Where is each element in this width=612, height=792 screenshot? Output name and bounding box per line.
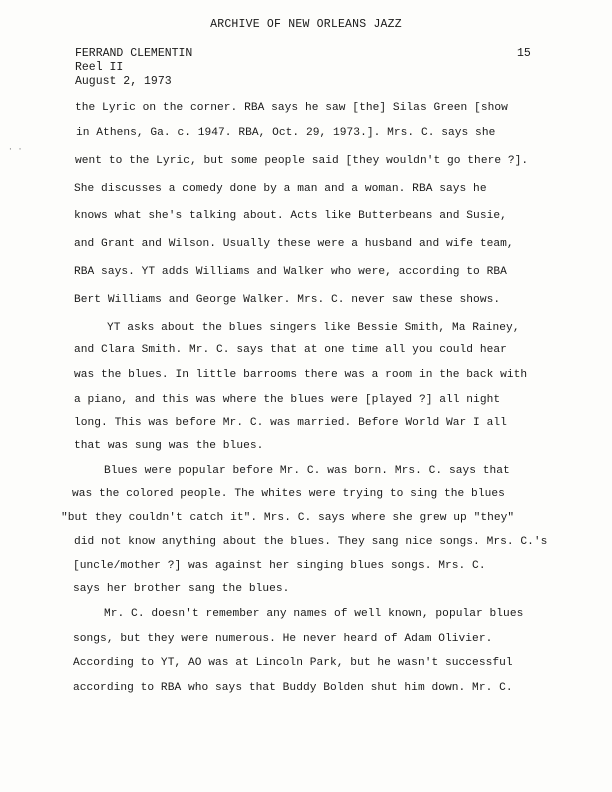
transcript-line: went to the Lyric, but some people said [they wouldn't go there ?]. [75, 155, 529, 167]
transcript-line: According to YT, AO was at Lincoln Park, but he wasn't successful [73, 657, 513, 669]
transcript-line: did not know anything about the blues. They sang nice songs. Mrs. C.'s [74, 536, 548, 548]
transcript-line: says her brother sang the blues. [73, 583, 290, 595]
scan-speck: · · [8, 145, 23, 154]
transcript-line: was the blues. In little barrooms there was a room in the back with [74, 369, 528, 381]
transcript-line: in Athens, Ga. c. 1947. RBA, Oct. 29, 1973.]. Mrs. C. says she [76, 127, 496, 139]
transcript-line: according to RBA who says that Buddy Bolden shut him down. Mr. C. [73, 682, 513, 694]
transcript-line: and Grant and Wilson. Usually these were a husband and wife team, [74, 238, 514, 250]
transcript-line: "but they couldn't catch it". Mrs. C. says where she grew up "they" [61, 512, 515, 524]
transcript-line: Mr. C. doesn't remember any names of well known, popular blues [104, 608, 524, 620]
transcript-line: [uncle/mother ?] was against her singing blues songs. Mrs. C. [73, 560, 486, 572]
transcript-line: knows what she's talking about. Acts like Butterbeans and Susie, [74, 210, 507, 222]
transcript-line: and Clara Smith. Mr. C. says that at one time all you could hear [74, 344, 507, 356]
interview-date: August 2, 1973 [75, 75, 172, 88]
transcript-line: a piano, and this was where the blues were [played ?] all night [74, 394, 501, 406]
transcript-line: that was sung was the blues. [74, 440, 264, 452]
reel-label: Reel II [75, 61, 124, 74]
transcript-line: RBA says. YT adds Williams and Walker who were, according to RBA [74, 266, 507, 278]
transcript-line: long. This was before Mr. C. was married. Before World War I all [74, 417, 507, 429]
transcript-line: the Lyric on the corner. RBA says he saw [the] Silas Green [show [75, 102, 508, 114]
transcript-line: songs, but they were numerous. He never heard of Adam Olivier. [73, 633, 493, 645]
transcript-line: YT asks about the blues singers like Bessie Smith, Ma Rainey, [107, 322, 520, 334]
page-number: 15 [517, 47, 531, 60]
archive-title: ARCHIVE OF NEW ORLEANS JAZZ [210, 18, 402, 31]
transcript-line: Blues were popular before Mr. C. was born. Mrs. C. says that [104, 465, 510, 477]
interviewee-name: FERRAND CLEMENTIN [75, 47, 193, 60]
transcript-line: was the colored people. The whites were trying to sing the blues [72, 488, 505, 500]
transcript-line: She discusses a comedy done by a man and a woman. RBA says he [74, 183, 487, 195]
transcript-line: Bert Williams and George Walker. Mrs. C. never saw these shows. [74, 294, 501, 306]
